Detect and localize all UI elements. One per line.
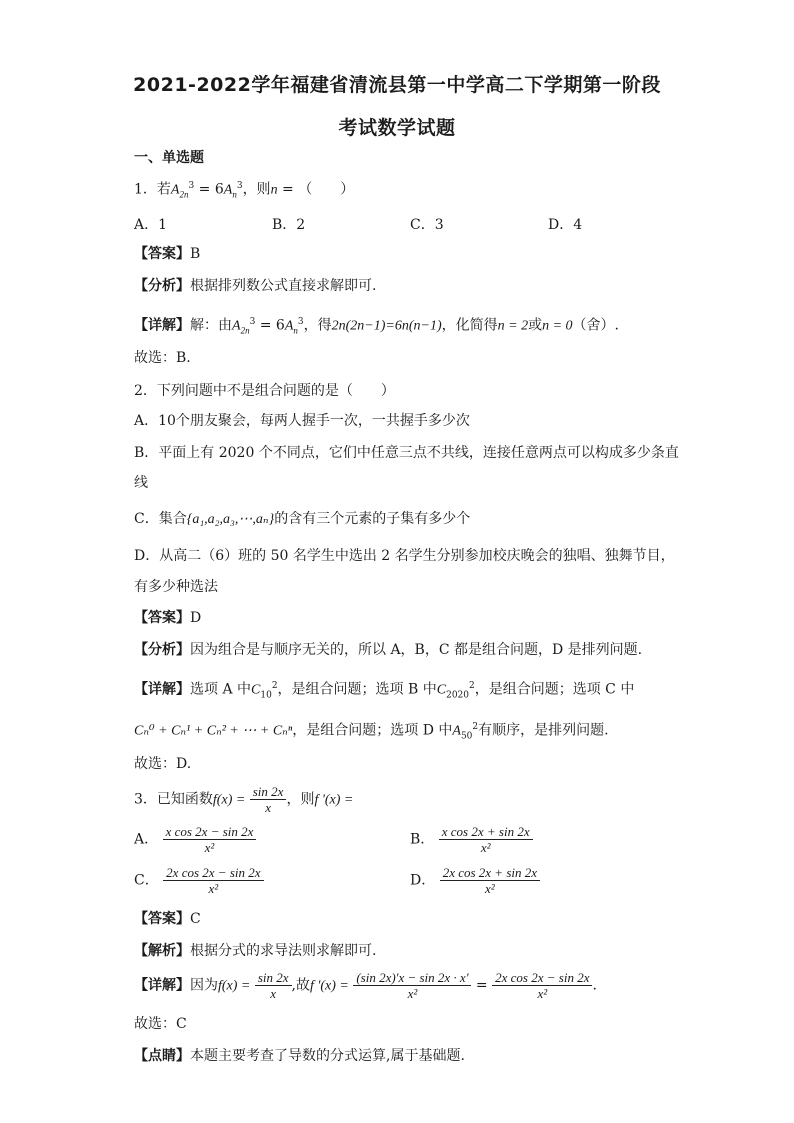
q3-option-c: C． $\frac{\text{2x cos 2x − sin 2x}}{\text{x²}}$ xyxy=(134,865,264,896)
q2-option-c: C．集合{a₁,a₂,a₃,⋯,aₙ}的含有三个元素的子集有多少个 xyxy=(134,511,471,527)
q3-analysis: 【解析】根据分式的求导法则求解即可. xyxy=(134,943,377,959)
q2-analysis: 【分析】因为组合是与顺序无关的，所以 A，B，C 都是组合问题，D 是排列问题. xyxy=(134,642,643,658)
q1-answer: 【答案】B xyxy=(134,246,201,262)
q3-stem: 3．已知函数f(x) = $\frac{\sin 2x}{x}$ ，则f '(x) = xyxy=(134,784,354,815)
q1-option-c: C．3 xyxy=(410,217,444,233)
q2-option-b: B．平面上有 2020 个不同点，它们中任意三点不共线，连接任意两点可以构成多少条直 xyxy=(134,445,679,461)
q3-option-d: D． $\frac{\text{2x cos 2x + sin 2x}}{\text{x²}}$ xyxy=(410,865,540,896)
q1-conclusion: 故选：B. xyxy=(134,350,191,366)
q2-stem: 2．下列问题中不是组合问题的是（ ） xyxy=(134,383,395,399)
document-title-line2: 考试数学试题 xyxy=(338,117,456,139)
q1-option-d: D．4 xyxy=(548,217,583,233)
q1-stem: 1．若$A_{2n}^3 = 6A_n^3$，则n = （ ） xyxy=(134,181,355,200)
q3-answer: 【答案】C xyxy=(134,911,201,927)
q1-detail: 【详解】解：由$A_{2n}^3 = 6A_n^3$，得2n(2n−1)=6n(n−1)，化简得n = 2或n = 0（舍）. xyxy=(134,317,619,336)
q2-conclusion: 故选：D. xyxy=(134,756,192,772)
q2-option-d-cont: 有多少种选法 xyxy=(134,579,218,595)
q2-option-a: A．10个朋友聚会，每两人握手一次，一共握手多少次 xyxy=(134,413,470,429)
q2-detail-line1: 【详解】选项 A 中$C_{10}^2$，是组合问题；选项 B 中$C_{2020}^2$，是组合问题；选项 C 中 xyxy=(134,681,635,701)
q3-detail: 【详解】因为f(x) = $\frac{\sin 2x}{x}$ ,故f '(x) = $\frac{(\sin 2x)'x - \sin 2x \cdot x'}{\text{x²}}$ = $\frac{\text{2x cos 2x − sin 2x}}{\text{x²}}$ . xyxy=(134,970,597,1001)
q2-option-b-cont: 线 xyxy=(134,475,148,491)
q2-detail-line2: Cₙ⁰ + Cₙ¹ + Cₙ² + ⋯ + Cₙⁿ，是组合问题；选项 D 中$A_{50}^2$有顺序，是排列问题. xyxy=(134,722,609,742)
q1-analysis: 【分析】根据排列数公式直接求解即可. xyxy=(134,278,377,294)
section-heading-single-choice: 一、单选题 xyxy=(134,150,204,166)
q3-comment: 【点睛】本题主要考查了导数的分式运算,属于基础题. xyxy=(134,1048,465,1064)
q2-answer: 【答案】D xyxy=(134,610,202,626)
q2-option-d: D．从高二（6）班的 50 名学生中选出 2 名学生分别参加校庆晚会的独唱、独舞节目， xyxy=(134,548,675,564)
q1-option-b: B．2 xyxy=(272,217,306,233)
q1-option-a: A．1 xyxy=(134,217,168,233)
q3-option-b: B． $\frac{\text{x cos 2x + sin 2x}}{\text{x²}}$ xyxy=(410,824,533,855)
q3-option-a: A． $\frac{\text{x cos 2x − sin 2x}}{\text{x²}}$ xyxy=(134,824,256,855)
q3-stem-fraction: $\frac{\sin 2x}{x}$ xyxy=(250,784,287,815)
q3-conclusion: 故选：C xyxy=(134,1016,187,1032)
document-title-line1: 2021-2022学年福建省清流县第一中学高二下学期第一阶段 xyxy=(133,74,661,96)
